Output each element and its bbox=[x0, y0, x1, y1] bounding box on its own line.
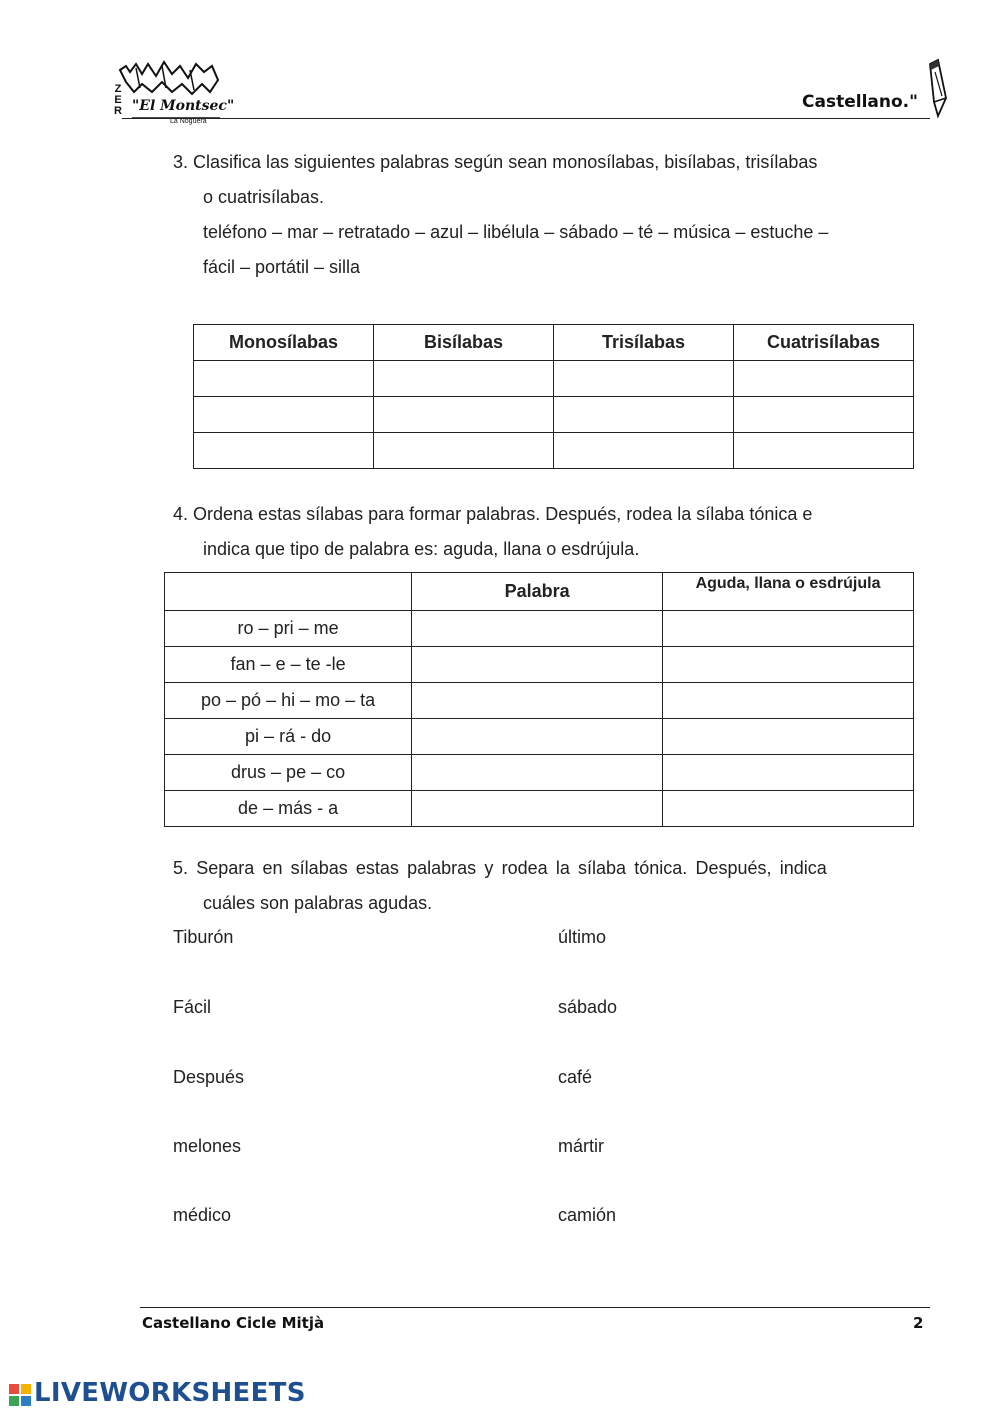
syllables-cell: fan – e – te -le bbox=[165, 647, 412, 683]
footer-course-name: Castellano Cicle Mitjà bbox=[142, 1314, 325, 1332]
word-answer-cell[interactable] bbox=[412, 611, 663, 647]
word-item: Tiburón bbox=[173, 927, 234, 947]
answer-cell[interactable] bbox=[554, 433, 734, 469]
answer-cell[interactable] bbox=[194, 433, 374, 469]
exercise-3-instruction: 3. Clasifica las siguientes palabras según sean monosílabas, bisílabas, trisílabas bbox=[173, 152, 818, 172]
table-row bbox=[165, 791, 914, 827]
exercise-3-instruction-cont: o cuatrisílabas. bbox=[203, 187, 325, 207]
word-item: Después bbox=[173, 1067, 245, 1087]
syllables-cell: drus – pe – co bbox=[165, 755, 412, 791]
liveworksheets-logo-icon bbox=[8, 1383, 32, 1407]
syllables-cell: de – más - a bbox=[165, 791, 412, 827]
answer-cell[interactable] bbox=[374, 433, 554, 469]
header-title: Castellano." bbox=[802, 92, 918, 112]
table-row bbox=[194, 433, 914, 469]
liveworksheets-watermark[interactable]: LIVEWORKSHEETS bbox=[34, 1378, 306, 1408]
word-item: sábado bbox=[558, 997, 618, 1017]
type-answer-cell[interactable] bbox=[663, 791, 914, 827]
word-item: Fácil bbox=[173, 997, 212, 1017]
column-header-tipo: Aguda, llana o esdrújula bbox=[663, 573, 914, 611]
exercise-4-instruction: 4. Ordena estas sílabas para formar palabras. Después, rodea la sílaba tónica e bbox=[173, 504, 813, 524]
answer-cell[interactable] bbox=[554, 361, 734, 397]
exercise-5-instruction-cont: cuáles son palabras agudas. bbox=[203, 893, 433, 913]
word-item: último bbox=[558, 927, 607, 947]
table-row bbox=[165, 611, 914, 647]
logo-subtitle: La Noguera bbox=[170, 118, 207, 125]
answer-cell[interactable] bbox=[734, 361, 914, 397]
logo-name: "El Montsec" bbox=[132, 98, 235, 114]
exercise-4-instruction-cont: indica que tipo de palabra es: aguda, llana o esdrújula. bbox=[203, 539, 640, 559]
answer-cell[interactable] bbox=[194, 361, 374, 397]
word-answer-cell[interactable] bbox=[412, 755, 663, 791]
exercise-3-word-list-cont: fácil – portátil – silla bbox=[203, 257, 361, 277]
header-rule bbox=[122, 118, 930, 119]
table-row bbox=[165, 683, 914, 719]
table-row bbox=[194, 397, 914, 433]
type-answer-cell[interactable] bbox=[663, 755, 914, 791]
table-row bbox=[194, 361, 914, 397]
syllables-cell: po – pó – hi – mo – ta bbox=[165, 683, 412, 719]
syllables-cell: ro – pri – me bbox=[165, 611, 412, 647]
column-header-palabra: Palabra bbox=[412, 573, 663, 611]
table-row bbox=[165, 755, 914, 791]
table-row bbox=[165, 647, 914, 683]
word-item: camión bbox=[558, 1205, 617, 1225]
word-item: café bbox=[558, 1067, 593, 1087]
footer-rule bbox=[140, 1307, 930, 1308]
syllable-classification-table bbox=[193, 324, 914, 469]
type-answer-cell[interactable] bbox=[663, 611, 914, 647]
answer-cell[interactable] bbox=[374, 361, 554, 397]
word-answer-cell[interactable] bbox=[412, 683, 663, 719]
column-header-monosilabas: Monosílabas bbox=[194, 325, 374, 361]
pencil-icon bbox=[924, 58, 950, 120]
syllables-cell: pi – rá - do bbox=[165, 719, 412, 755]
answer-cell[interactable] bbox=[734, 397, 914, 433]
word-item: médico bbox=[173, 1205, 232, 1225]
word-answer-cell[interactable] bbox=[412, 647, 663, 683]
word-answer-cell[interactable] bbox=[412, 719, 663, 755]
answer-cell[interactable] bbox=[734, 433, 914, 469]
page-number: 2 bbox=[913, 1314, 924, 1332]
type-answer-cell[interactable] bbox=[663, 647, 914, 683]
column-header-syllables bbox=[165, 573, 412, 611]
word-item: mártir bbox=[558, 1136, 604, 1156]
column-header-cuatrisilabas: Cuatrisílabas bbox=[734, 325, 914, 361]
answer-cell[interactable] bbox=[554, 397, 734, 433]
answer-cell[interactable] bbox=[194, 397, 374, 433]
column-header-bisilabas: Bisílabas bbox=[374, 325, 554, 361]
exercise-3-word-list: teléfono – mar – retratado – azul – libélula – sábado – té – música – estuche – bbox=[203, 222, 829, 242]
type-answer-cell[interactable] bbox=[663, 719, 914, 755]
column-header-trisilabas: Trisílabas bbox=[554, 325, 734, 361]
table-row bbox=[165, 719, 914, 755]
exercise-5-instruction: 5. Separa en sílabas estas palabras y rodea la sílaba tónica. Después, indica bbox=[173, 858, 827, 878]
answer-cell[interactable] bbox=[374, 397, 554, 433]
syllable-order-table bbox=[164, 572, 914, 827]
logo-zer: Z E R bbox=[114, 83, 122, 117]
type-answer-cell[interactable] bbox=[663, 683, 914, 719]
word-answer-cell[interactable] bbox=[412, 791, 663, 827]
word-item: melones bbox=[173, 1136, 242, 1156]
